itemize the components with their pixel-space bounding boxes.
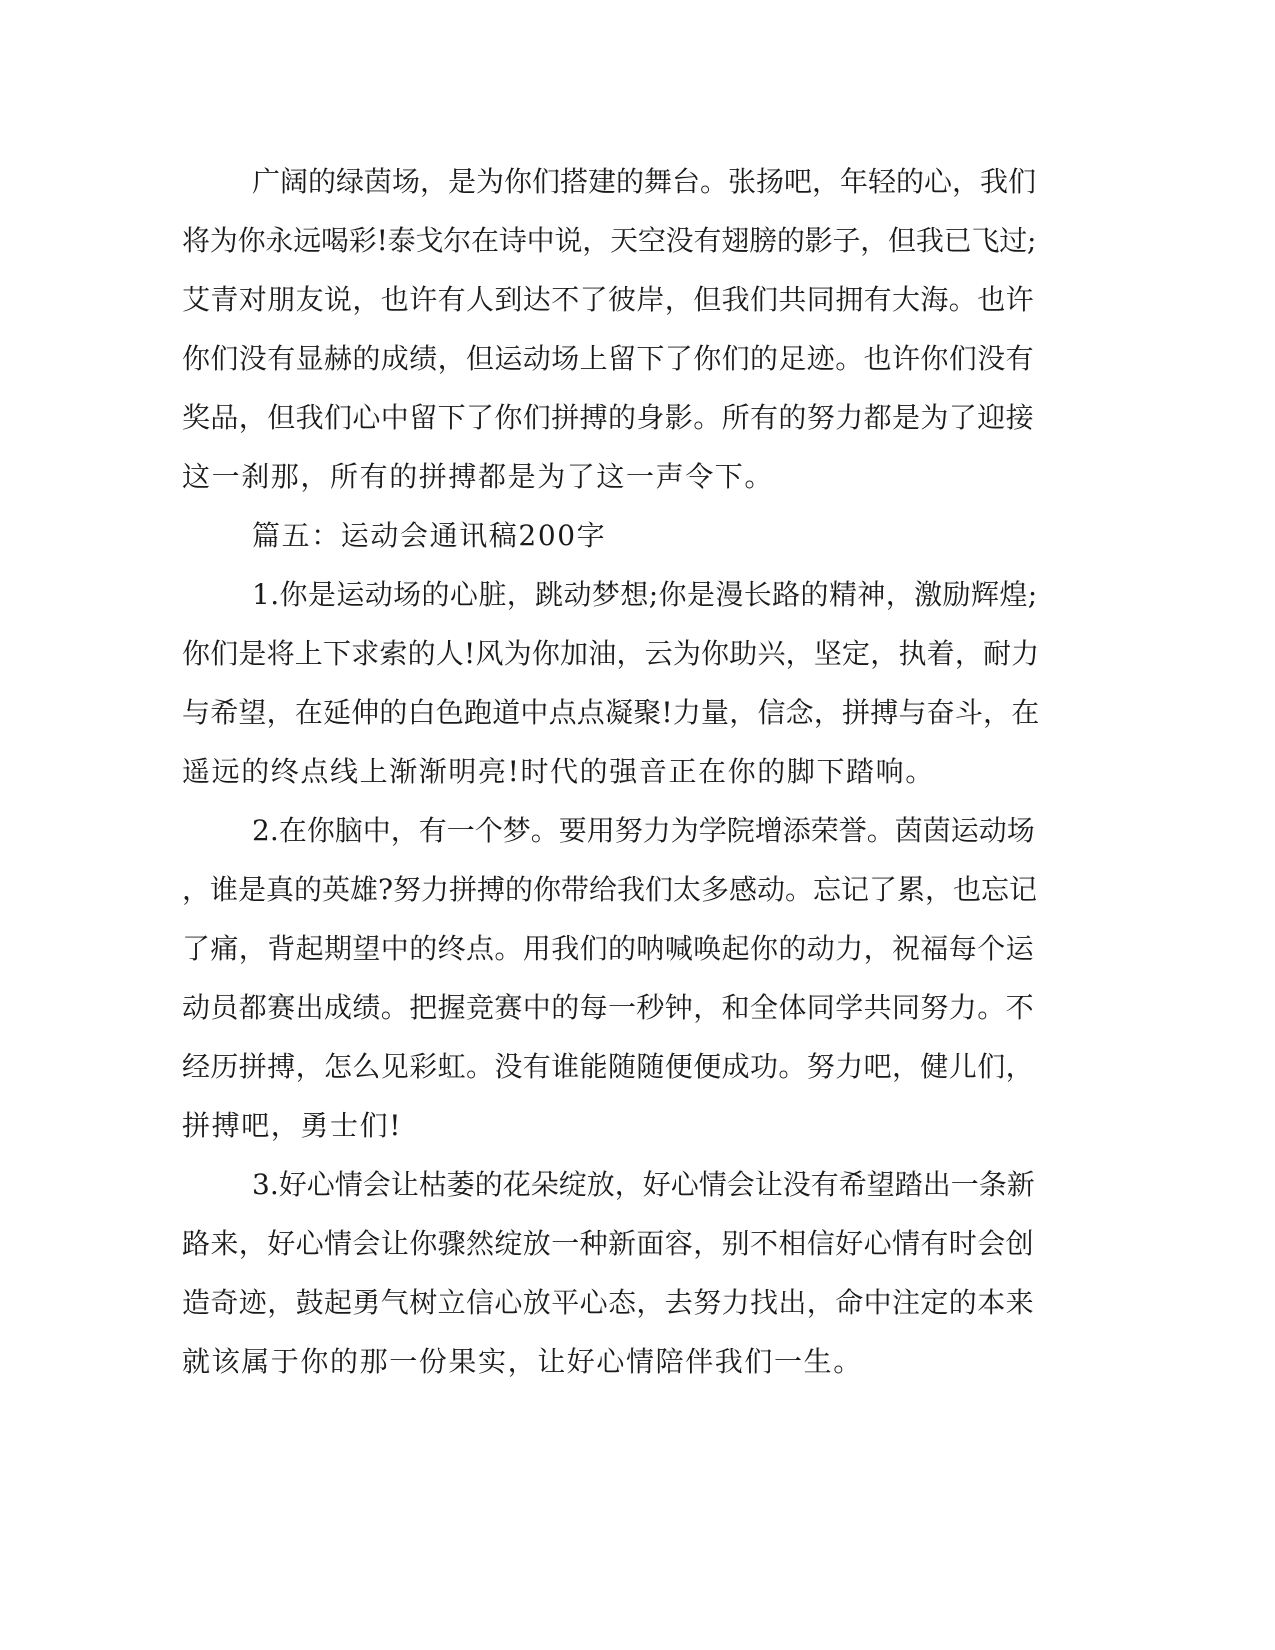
paragraph-line: 艾青对朋友说，也许有人到达不了彼岸，但我们共同拥有大海。也许	[182, 283, 1035, 316]
paragraph-line: 广阔的绿茵场，是为你们搭建的舞台。张扬吧，年轻的心，我们	[252, 165, 1037, 198]
paragraph-line: 拼搏吧，勇士们!	[182, 1109, 403, 1142]
paragraph-line: 你们是将上下求索的人!风为你加油，云为你助兴，坚定，执着，耐力	[182, 637, 1040, 670]
paragraph-line: 1.你是运动场的心脏，跳动梦想;你是漫长路的精神，激励辉煌;	[252, 578, 1038, 611]
paragraph-line: 造奇迹，鼓起勇气树立信心放平心态，去努力找出，命中注定的本来	[182, 1286, 1035, 1319]
paragraph-line: ，谁是真的英雄?努力拼搏的你带给我们太多感动。忘记了累，也忘记	[182, 873, 1038, 906]
paragraph-line: 奖品，但我们心中留下了你们拼搏的身影。所有的努力都是为了迎接	[182, 401, 1035, 434]
paragraph-line: 就该属于你的那一份果实，让好心情陪伴我们一生。	[182, 1345, 863, 1378]
paragraph-line: 2.在你脑中，有一个梦。要用努力为学院增添荣誉。茵茵运动场	[252, 814, 1035, 847]
paragraph-line: 经历拼搏，怎么见彩虹。没有谁能随随便便成功。努力吧，健儿们，	[182, 1050, 1035, 1083]
paragraph-line: 动员都赛出成绩。把握竞赛中的每一秒钟，和全体同学共同努力。不	[182, 991, 1035, 1024]
paragraph-line: 将为你永远喝彩!泰戈尔在诗中说，天空没有翅膀的影子，但我已飞过;	[182, 224, 1037, 257]
paragraph-line: 这一刹那，所有的拼搏都是为了这一声令下。	[182, 460, 775, 493]
paragraph-line: 与希望，在延伸的白色跑道中点点凝聚!力量，信念，拼搏与奋斗，在	[182, 696, 1040, 729]
section-heading: 篇五：运动会通讯稿200字	[252, 519, 607, 552]
paragraph-line: 遥远的终点线上渐渐明亮!时代的强音正在你的脚下踏响。	[182, 755, 935, 788]
paragraph-line: 3.好心情会让枯萎的花朵绽放，好心情会让没有希望踏出一条新	[252, 1168, 1035, 1201]
paragraph-line: 了痛，背起期望中的终点。用我们的呐喊唤起你的动力，祝福每个运	[182, 932, 1035, 965]
paragraph-line: 路来，好心情会让你骤然绽放一种新面容，别不相信好心情有时会创	[182, 1227, 1035, 1260]
paragraph-line: 你们没有显赫的成绩，但运动场上留下了你们的足迹。也许你们没有	[182, 342, 1035, 375]
